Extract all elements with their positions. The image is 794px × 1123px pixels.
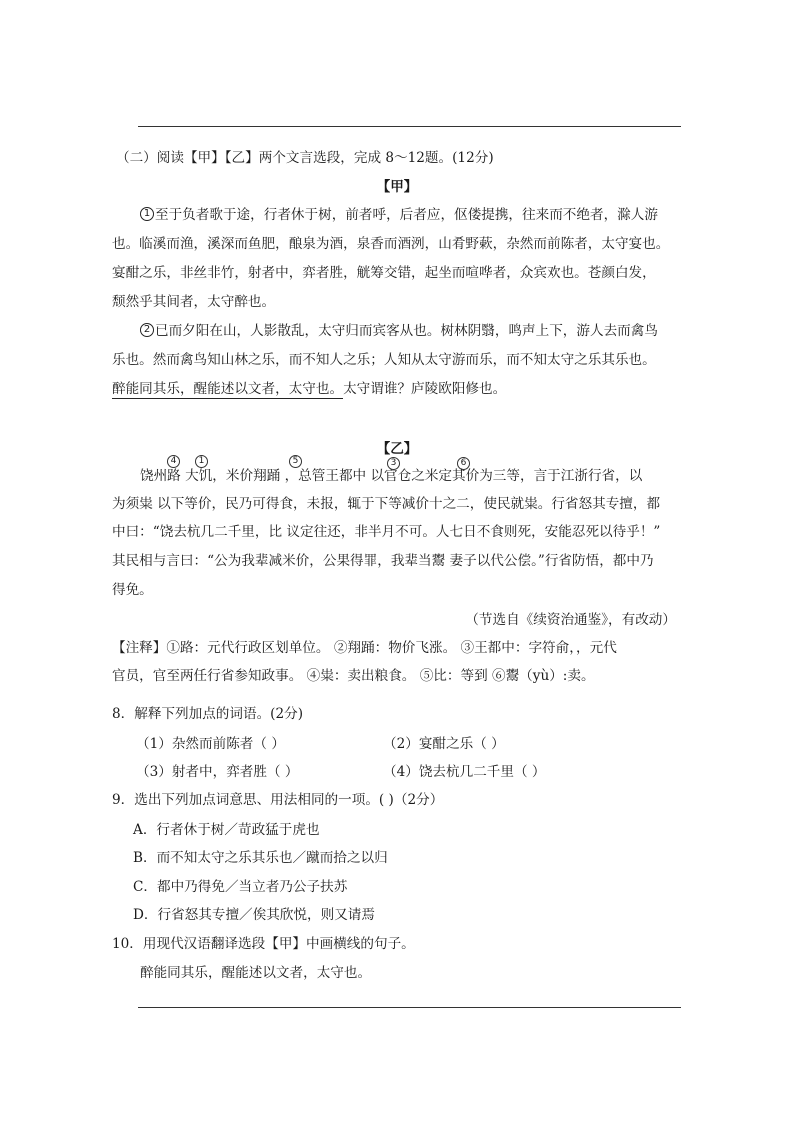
q8-item-4: （4）饶去杭几二千里（ ） xyxy=(383,764,546,780)
notes-line2: 官员，官至两任行省参知政事。 ④粜：卖出粮食。 ⑤比：等到 ⑥鬻（yù）:卖。 xyxy=(112,668,595,684)
yi-line4: 其民相与言曰：“公为我辈减米价，公果得罪，我辈当鬻 妻子以代公偿。”行省防悟，都中乃 xyxy=(112,553,654,569)
jia-p1-line1 xyxy=(140,205,658,225)
q9-option-b: B．而不知太守之乐其乐也／蹴而拾之以归 xyxy=(133,850,388,866)
circled-number-2: 2 xyxy=(140,323,154,337)
yi-line2: 为须粜 以下等价，民乃可得食，未报，辄于下等减价十之二，使民就粜。行省怒其专擅，都 xyxy=(112,496,661,512)
note-mark-3: 3 xyxy=(387,457,400,470)
jia-p1-line3: 宴酣之乐，非丝非竹，射者中，弈者胜，觥筹交错，起坐而喧哗者，众宾欢也。苍颜白发， xyxy=(112,265,656,281)
notes-line1: 【注释】①路：元代行政区划单位。 ②翔踊：物价飞涨。 ③王都中：字符俞，，元代 xyxy=(112,640,617,656)
q8-item-3: （3）射者中，弈者胜（ ） xyxy=(136,764,299,780)
q9-option-d: D．行省怒其专擅／俟其欣悦，则又请焉 xyxy=(133,907,375,923)
q8-item-1: （1）杂然而前陈者（ ） xyxy=(136,736,285,752)
jia-p1-text-1: 至于负者歌于途，行者休于树，前者呼，后者应，伛偻提携，往来而不绝者，滁人游 xyxy=(155,207,658,223)
q8-item-2: （2）宴酣之乐（ ） xyxy=(383,736,505,752)
q9-stem: 9．选出下列加点词意思、用法相同的一项。( )（2分） xyxy=(112,792,444,808)
jia-p2-line3 xyxy=(112,379,506,399)
yi-line5: 得免。 xyxy=(112,582,153,598)
note-mark-6: 6 xyxy=(457,457,470,470)
q9-option-c: C．都中乃得免／当立者乃公子扶苏 xyxy=(133,879,348,895)
jia-p2-line1 xyxy=(140,321,658,341)
q8-stem: 8．解释下列加点的词语。(2分) xyxy=(112,706,304,722)
jia-p1-line4: 颓然乎其间者，太守醉也。 xyxy=(112,294,276,310)
circled-number-1: 1 xyxy=(140,207,154,221)
yi-line1: 饶州路 大饥，米价翔踊 ，总管王都中 以官仓之米定其价为三等，言于江浙行省，以 xyxy=(140,468,643,484)
top-rule xyxy=(138,126,681,127)
q9-option-a: A．行者休于树／苛政猛于虎也 xyxy=(133,822,320,838)
note-mark-5: 5 xyxy=(289,455,302,468)
jia-p2-text-1: 已而夕阳在山，人影散乱，太守归而宾客从也。树林阴翳，鸣声上下，游人去而禽鸟 xyxy=(155,323,658,339)
note-mark-1: 1 xyxy=(195,455,208,468)
bottom-rule xyxy=(138,1007,681,1008)
source-citation: （节选自《续资治通鉴》，有改动） xyxy=(465,612,676,628)
jia-heading: 【甲】 xyxy=(376,179,418,195)
note-mark-4: 4 xyxy=(167,455,180,468)
jia-p2-last-rest: 太守谓谁？庐陵欧阳修也。 xyxy=(343,381,507,397)
q10-sentence: 醉能同其乐，醒能述以文者，太守也。 xyxy=(140,965,372,981)
yi-heading: 【乙】 xyxy=(376,441,418,457)
yi-line3: 中曰：“饶去杭几二千里，比 议定往还，非半月不可。人七日不食则死，安能忍死以待乎！” xyxy=(112,524,661,540)
jia-p2-line2: 乐也。然而禽鸟知山林之乐，而不知人之乐；人知从太守游而乐，而不知太守之乐其乐也。 xyxy=(112,352,656,368)
q10-stem: 10．用现代汉语翻译选段【甲】中画横线的句子。 xyxy=(112,936,415,952)
section-header: （二）阅读【甲】【乙】两个文言选段，完成 8～12题。(12分) xyxy=(116,150,494,166)
jia-p1-line2: 也。临溪而渔，溪深而鱼肥，酿泉为酒，泉香而酒洌，山肴野蔌，杂然而前陈者，太守宴也。 xyxy=(112,236,670,252)
underlined-sentence: 醉能同其乐，醒能述以文者，太守也。 xyxy=(112,381,344,397)
